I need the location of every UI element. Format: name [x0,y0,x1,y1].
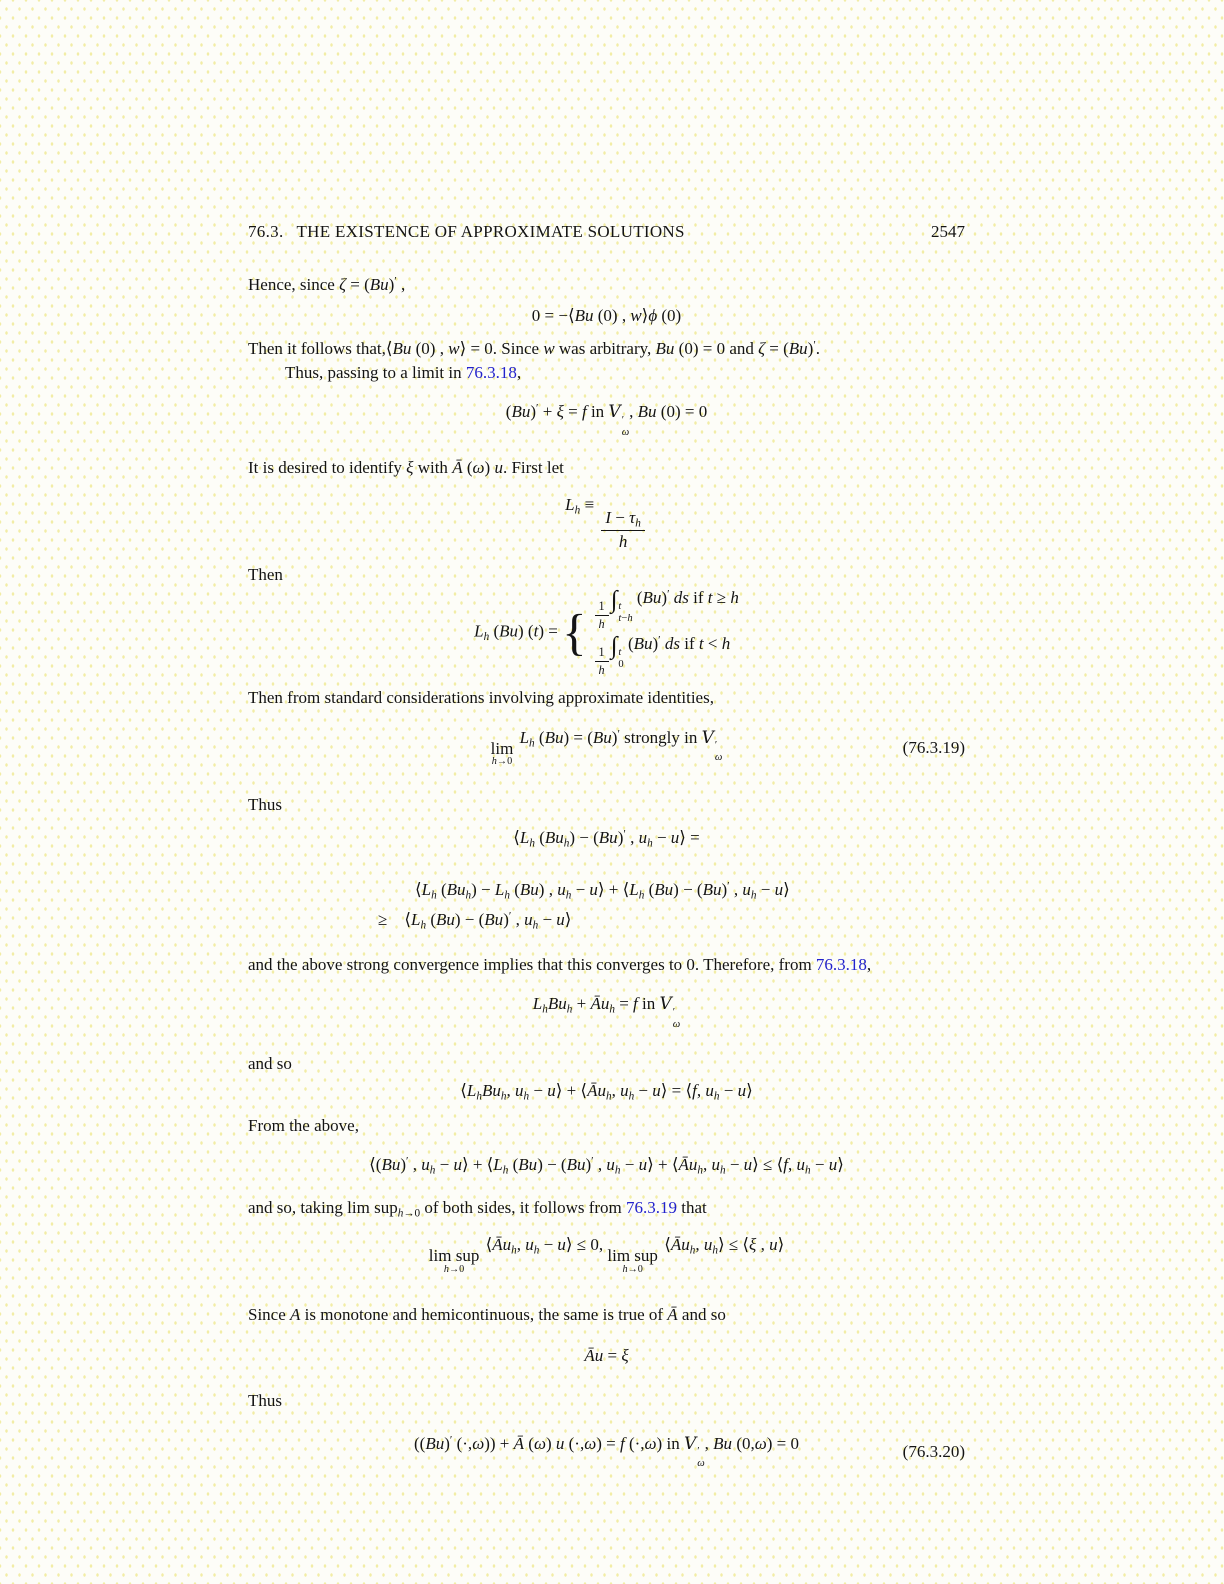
section-heading [248,222,685,242]
equation-body: ((Bu)′ (·,ω)) + Ā (ω) u (·,ω) = f (·,ω) in V ′ ω , Bu (0,ω) = 0 [414,1433,799,1470]
equation-LhBuh-Auh-f: $L_hBu_h$ + $Āu_h = f$ in V ′ ω [532,994,681,1030]
paragraph-identify-xi: It is desired to identify ξ with Ā (ω) u. First let [248,457,564,477]
equation-number-76319: (76.3.19) [902,737,965,757]
page-header [248,222,965,242]
page-number: 2547 [931,222,965,241]
aligned-row-1: $⟨L_h$ $(Bu_h) - L_h$ (Bu) , $u_h$ − u⟩ + $⟨L_h$ (Bu) − (Bu)′ , $u_h$ − u⟩ [415,880,790,902]
paragraph-thus-2: Thus [248,795,282,815]
paragraph-hence-since: Hence, since ζ = (Bu)′ , [248,275,406,294]
section-number: 76.3. [248,222,284,241]
ref-link[interactable]: 76.3.18 [465,363,517,383]
equation-aligned-inequality [378,880,965,930]
equation-inner-product-equals: $⟨L_h$ $(Bu_h) - (Bu)'$ , $u_h$ − u⟩ = [513,828,700,850]
equation-bu0-w-phi: 0 = −⟨Bu (0) , w⟩ϕ (0) [531,306,682,326]
equation-Lh-cases: $L_h$ (Bu) (t) = { $\frac{1}{h}$ ∫ t t−h (Bu)′ ds if t ≥ h $\frac{1}{h}$ ∫ t 0 (Bu)′ ds if t < h [474,586,739,677]
aligned-row-2: ≥ $⟨L_h$ (Bu) − (Bu)′ , $u_h$ − u⟩ [378,910,572,932]
equation-Lh-definition: $L_h$ ≡ $\frac{I - \tau_h}{h}$ [248,495,965,552]
section-title: THE EXISTENCE OF APPROXIMATE SOLUTIONS [296,222,685,241]
paragraph-then: Then [248,565,283,585]
ref-link[interactable]: 76.3.19 [626,1198,678,1218]
equation-bu-prime-xi: (Bu)′ + ξ = f in V ′ ω , Bu (0) = 0 [505,402,708,438]
paragraph-and-so: and so [248,1053,292,1073]
equation-lim-Lh-Bu [248,728,965,769]
ref-link[interactable]: 76.3.18 [815,955,867,975]
equation-Au-equals-xi: Āu = ξ [584,1345,629,1365]
equation-limsup-pair: lim sup h→0 $⟨Āu_h$, $u_h$ − u⟩ ≤ 0, lim sup h→0 $⟨Āu_h$, $u_h⟩$ ≤ ⟨ξ , u⟩ [428,1235,785,1276]
equation-long-inequality: ⟨(Bu)′ , $u_h$ − u⟩ + $⟨L_h$ (Bu) − (Bu)′ , $u_h$ − u⟩ + $⟨Āu_h$, $u_h$ − u⟩ ≤ ⟨f, $u_h$ − u⟩ [369,1155,844,1177]
equation-final-76320 [248,1434,965,1471]
equation-number-76320: (76.3.20) [902,1442,965,1462]
paragraph-taking-limsup: and so, taking lim sup$_{h\to 0}$ of both sides, it follows from 76.3.19 that [248,1198,707,1220]
cases-brace: { [562,604,587,661]
paragraph-then-it-follows: Then it follows that,⟨Bu (0) , w⟩ = 0. Since w was arbitrary, Bu (0) = 0 and ζ = (Bu)′. [248,339,821,359]
paragraph-standard-considerations: Then from standard considerations involving approximate identities, [248,688,714,708]
paragraph-strong-convergence: and the above strong convergence implies that this converges to 0. Therefore, from 76.3.18, [248,955,872,975]
paragraph-from-the-above: From the above, [248,1115,359,1135]
equation-inner-products-sum: $⟨L_hBu_h$, $u_h$ − u⟩ + $⟨Āu_h$, $u_h$ − u⟩ = ⟨f, $u_h$ − u⟩ [460,1080,753,1103]
paragraph-thus-passing: Thus, passing to a limit in 76.3.18, [285,363,522,383]
paragraph-monotone-hemicontinuous: Since A is monotone and hemicontinuous, the same is true of Ā and so [248,1304,726,1324]
equation-body: lim h→0 $L_h$ (Bu) = (Bu)′ strongly in V ′ ω [490,727,723,768]
paragraph-thus-3: Thus [248,1390,282,1410]
